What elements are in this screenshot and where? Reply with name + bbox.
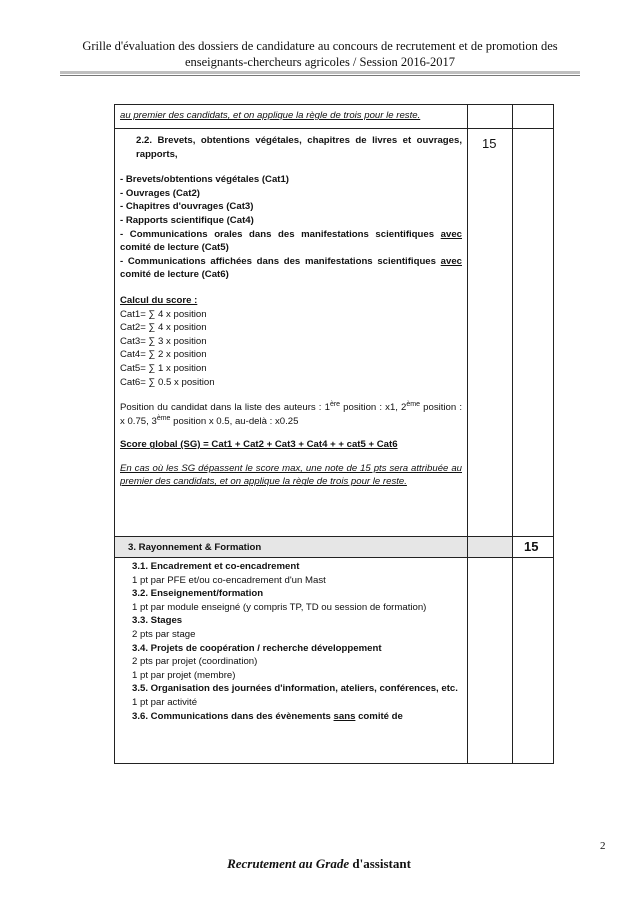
header-rule — [60, 71, 580, 74]
top-note: au premier des candidats, et on applique la règle de trois pour le reste. — [120, 110, 421, 121]
table-border-bottom — [114, 763, 554, 764]
item-cat2: - Ouvrages (Cat2) — [120, 187, 200, 199]
author-position-rule: Position du candidat dans la liste des auteurs : 1ère position : x1, 2ème position : x 0.75, 3ème position x 0.5, au-delà : x0.25 — [120, 400, 462, 427]
table-divider-2 — [512, 104, 513, 764]
calc-cat3: Cat3= ∑ 3 x position — [120, 335, 207, 347]
sub-3-4-title: 3.4. Projets de coopération / recherche développement — [132, 642, 382, 654]
calc-cat2: Cat2= ∑ 4 x position — [120, 322, 207, 334]
item-cat1: - Brevets/obtentions végétales (Cat1) — [120, 174, 290, 186]
item-cat5: - Communications orales dans des manifestations scientifiques avec comité de lecture (Cat5) — [120, 228, 462, 254]
score-note: En cas où les SG dépassent le score max, une note de 15 pts sera attribuée au premier des candidats, et on applique la règle de trois pour le reste. — [120, 462, 462, 488]
calc-title: Calcul du score : — [120, 294, 198, 306]
sub-3-3-desc: 2 pts par stage — [132, 628, 196, 640]
sub-3-3-title: 3.3. Stages — [132, 615, 183, 627]
section-3-points: 15 — [524, 539, 539, 554]
sub-3-2-desc: 1 pt par module enseigné (y compris TP, TD ou session de formation) — [132, 601, 427, 613]
score-global: Score global (SG) = Cat1 + Cat2 + Cat3 + Cat4 + + cat5 + Cat6 — [120, 439, 398, 451]
sub-3-1-title: 3.1. Encadrement et co-encadrement — [132, 561, 300, 572]
sub-3-2-title: 3.2. Enseignement/formation — [132, 588, 264, 600]
item-cat3: - Chapitres d'ouvrages (Cat3) — [120, 201, 254, 213]
evaluation-table — [114, 104, 554, 764]
section-2-2-points: 15 — [482, 136, 497, 151]
document-footer — [0, 856, 638, 872]
sub-3-1-desc: 1 pt par PFE et/ou co-encadrement d'un Mast — [132, 574, 326, 586]
section-2-2 — [120, 134, 462, 534]
header-rule-thin — [60, 75, 580, 76]
sub-3-4-desc: 2 pts par projet (coordination) — [132, 656, 258, 668]
calc-cat5: Cat5= ∑ 1 x position — [120, 362, 207, 374]
calc-cat6: Cat6= ∑ 0.5 x position — [120, 376, 215, 388]
section-3-body — [120, 560, 462, 760]
section-3-points-shade — [468, 537, 512, 557]
table-border-right — [553, 104, 554, 764]
calc-cat4: Cat4= ∑ 2 x position — [120, 349, 207, 361]
header-line-2: enseignants-chercheurs agricoles / Session 2016-2017 — [184, 55, 456, 69]
sub-3-5-title: 3.5. Organisation des journées d'information, ateliers, conférences, etc. — [132, 683, 458, 695]
calc-cat1: Cat1= ∑ 4 x position — [120, 308, 207, 320]
row-divider-2 — [114, 536, 554, 537]
footer-rest: d'assistant — [349, 856, 411, 871]
table-divider-1 — [467, 104, 468, 764]
page-number: 2 — [600, 840, 606, 852]
row-divider-1 — [114, 128, 554, 129]
header-line-1: Grille d'évaluation des dossiers de candidature au concours de recrutement et de promotion des — [82, 39, 558, 53]
sub-3-4-desc-2: 1 pt par projet (membre) — [132, 669, 236, 681]
table-border-top — [114, 104, 554, 105]
sub-3-6-title: 3.6. Communications dans des évènements sans comité de — [132, 710, 403, 722]
document-header — [60, 38, 580, 70]
section-2-2-title: 2.2. Brevets, obtentions végétales, chapitres de livres et ouvrages, rapports, — [136, 135, 462, 160]
row-divider-3 — [114, 557, 554, 558]
item-cat6: - Communications affichées dans des manifestations scientifiques avec comité de lecture (Cat6) — [120, 255, 462, 281]
footer-italic: Recrutement au Grade — [227, 856, 350, 871]
sub-3-5-desc: 1 pt par activité — [132, 696, 198, 708]
table-border-left — [114, 104, 115, 764]
item-cat4: - Rapports scientifique (Cat4) — [120, 214, 254, 226]
section-3-title: 3. Rayonnement & Formation — [128, 542, 262, 553]
